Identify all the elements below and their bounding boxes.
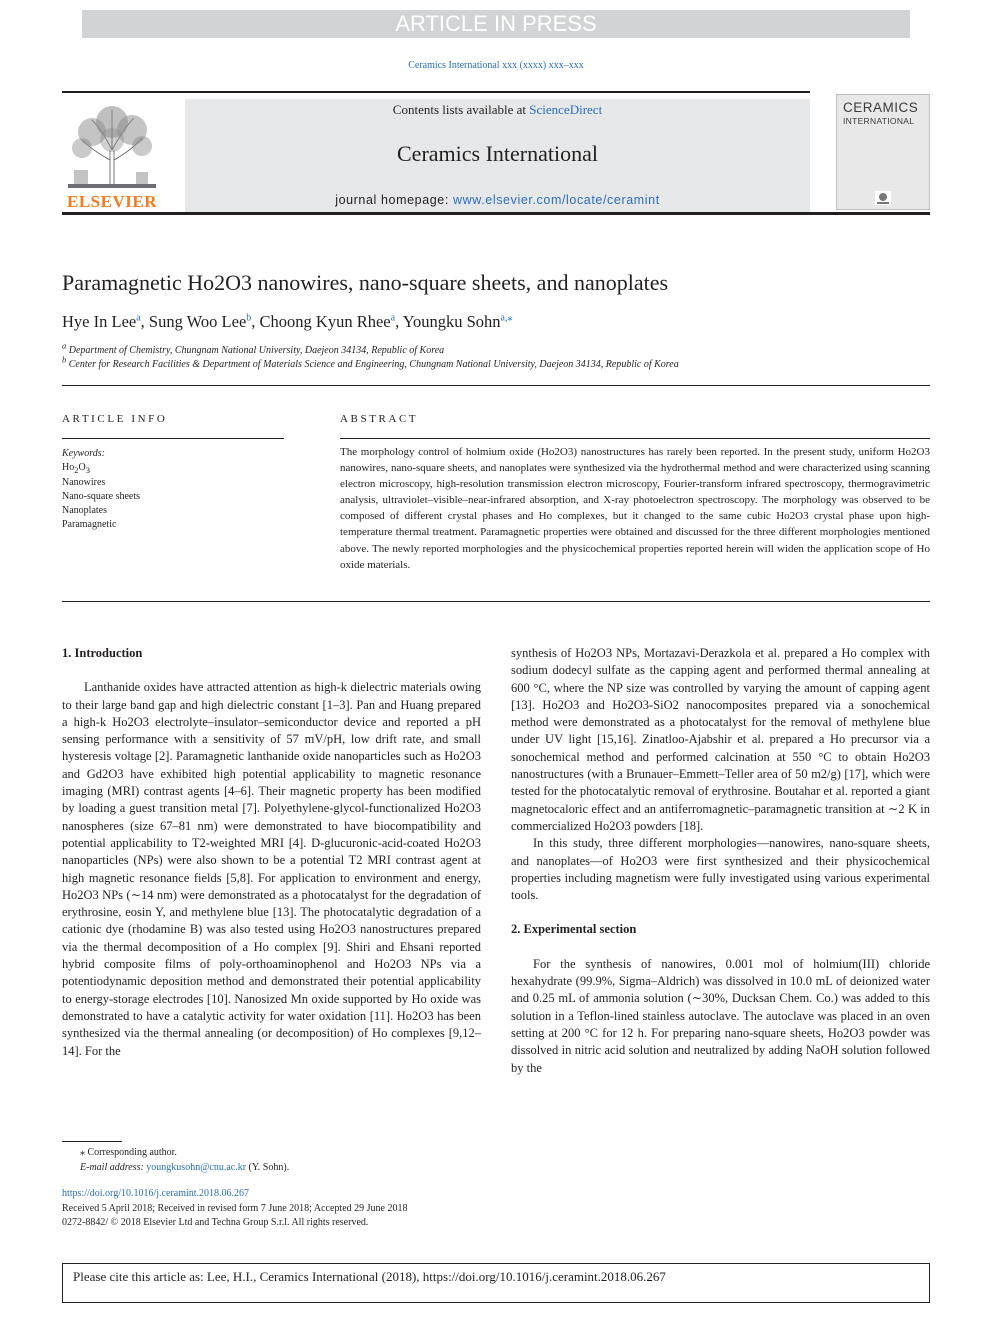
- keyword-item: Nanowires: [62, 476, 106, 488]
- footnote-rule: [62, 1141, 122, 1142]
- contents-prefix: Contents lists available at: [392, 102, 527, 117]
- journal-cover-thumbnail[interactable]: [836, 94, 930, 210]
- author-affiliation-mark[interactable]: a,⁎: [500, 312, 513, 324]
- elsevier-wordmark: ELSEVIER: [67, 192, 157, 211]
- experimental-heading: 2. Experimental section: [511, 922, 637, 937]
- author-name[interactable]: Youngku Sohn: [402, 312, 501, 331]
- author-list: Hye In Lee$^a$, Sung Woo Lee$^b$, Choong Kyun Rhee$^a$, Youngku Sohn$^{a,⁎}$: [62, 312, 513, 331]
- cover-publisher-icon: [875, 191, 891, 205]
- elsevier-logo[interactable]: [62, 100, 162, 212]
- author-affiliation-mark[interactable]: b: [246, 312, 252, 324]
- left-column: [62, 645, 481, 1060]
- affiliation-a: [62, 340, 445, 356]
- footnotes: [62, 1146, 289, 1175]
- title-text: Paramagnetic Ho2O3 nanowires, nano-square sheets, and nanoplates: [62, 270, 669, 295]
- citation-box: [62, 1263, 930, 1303]
- affiliation-rule: [62, 385, 930, 386]
- experimental-paragraph-1: For the synthesis of nanowires, 0.001 mol of holmium(III) chloride hexahydrate (99.9%, Sigma–Aldrich) was dissolved in 10.0 mL of deionized water and 0.25 mL of ammonia solution (∼30%, Ducksan Chem. Co.) was added to this solution in a Teflon-lined stainless autoclave. The autoclave was placed in an oven setting at 200 °C for 12 h. For preparing nano-square sheets, Ho2O3 powder was dissolved in nitric acid solution and neutralized by adding NaOH solution followed by the: [511, 956, 930, 1075]
- abstract-rule: [340, 438, 930, 439]
- keyword-item: $Ho_2O_3$: [62, 462, 90, 476]
- affiliation-label: b: [62, 354, 67, 365]
- sciencedirect-link[interactable]: ScienceDirect: [529, 102, 603, 117]
- intro-paragraph-1-continued: synthesis of Ho2O3 NPs, Mortazavi-Derazkola et al. prepared a Ho complex with sodium dodecyl sulfate as the capping agent and performed thermal annealing at 600 °C, where the NP size was controlled by varying the amount of capping agent [13]. Ho2O3 and Ho2O3-SiO2 nanocomposites prepared via a sonochemical method were demonstrated as a photocatalyst for the removal of methylene blue under UV light [15,16]. Zinatloo-Ajabshir et al. prepared a Ho precursor via a sonochemical method and performed calcination at 550 °C to obtain Ho2O3 nanostructures (with a Brunauer–Emmett–Teller area of 50 m2/g) [17], which were tested for the photocatalytic removal of erythrosine. Boutahar et al. reported a giant magnetocaloric effect and an antiferromagnetic–paramagnetic transition at ∼2 K in commercialized Ho2O3 powders [18].: [511, 646, 930, 833]
- homepage-line: [185, 193, 810, 207]
- body-top-rule: [62, 601, 930, 602]
- affiliation-text: Department of Chemistry, Chungnam National University, Daejeon 34134, Republic of Korea: [68, 345, 445, 356]
- homepage-link[interactable]: www.elsevier.com/locate/ceramint: [453, 193, 660, 207]
- contents-line: [185, 102, 810, 118]
- affiliation-b: [62, 354, 679, 370]
- article-in-press-banner: ARTICLE IN PRESS: [82, 10, 910, 38]
- email-suffix: (Y. Sohn).: [248, 1161, 290, 1173]
- copyright-line: 0272-8842/ © 2018 Elsevier Ltd and Techna Group S.r.l. All rights reserved.: [62, 1217, 369, 1228]
- email-label: E-mail address:: [80, 1161, 144, 1173]
- author-affiliation-mark[interactable]: a: [136, 312, 141, 324]
- received-dates: Received 5 April 2018; Received in revised form 7 June 2018; Accepted 29 June 2018: [62, 1202, 408, 1214]
- abstract-heading: ABSTRACT: [340, 413, 419, 425]
- affiliation-text: Center for Research Facilities & Department of Materials Science and Engineering, Chungnam National University, Daejeon 34134, Republic of Korea: [68, 359, 679, 370]
- article-info-rule: [62, 438, 284, 439]
- keyword-item: Nanoplates: [62, 505, 107, 517]
- affiliation-label: a: [62, 340, 67, 351]
- article-title: [62, 270, 668, 296]
- abstract-text: The morphology control of holmium oxide (Ho2O3) nanostructures has rarely been reported. In the present study, uniform Ho2O3 nanowires, nano-square sheets, and nanoplates were synthesized via the hydrothermal method and were characterized using scanning electron microscopy, high-resolution transmission electron microscopy, Fourier-transform infrared spectroscopy, thermogravimetric analysis, ultraviolet–visible–near-infrared absorption, and X-ray photoelectron spectroscopy. The morphology was observed to be composed of different crystal phases and Ho complexes, but it changed to the same cubic Ho2O3 crystal phase upon high-temperature thermal treatment. Paramagnetic properties were obtained and discussed for the three different morphologies mentioned above. The newly reported morphologies and the physicochemical properties reported herein will widen the application scope of Ho oxide materials.: [340, 446, 930, 571]
- intro-paragraph-2: In this study, three different morphologies—nanowires, nano-square sheets, and nanoplates—of Ho2O3 were first synthesized and their physicochemical properties including magnetism were fully investigated using various experimental tools.: [511, 836, 930, 903]
- cover-subtitle: INTERNATIONAL: [843, 116, 915, 126]
- keywords-heading: Keywords:: [62, 448, 105, 459]
- author-name[interactable]: Hye In Lee: [62, 312, 137, 331]
- citation-text: Please cite this article as: Lee, H.I., Ceramics International (2018), https://doi.org/10.1016/j.ceramint.2018.06.267: [73, 1269, 666, 1284]
- email-link[interactable]: youngkusohn@cnu.ac.kr: [146, 1161, 247, 1173]
- header-bottom-rule: [62, 212, 930, 215]
- author-name[interactable]: Sung Woo Lee: [148, 312, 247, 331]
- author-name[interactable]: Choong Kyun Rhee: [259, 312, 391, 331]
- publication-info: [62, 1187, 407, 1231]
- corresponding-author-note: ⁎ Corresponding author.: [80, 1147, 177, 1158]
- journal-reference[interactable]: Ceramics International xxx (xxxx) xxx–xxx: [408, 60, 584, 71]
- intro-paragraph-1: Lanthanide oxides have attracted attention as high-k dielectric materials owing to their large band gap and high dielectric constant [1–3]. Pan and Huang prepared a high-k Ho2O3 electrolyte–insulator–semiconductor device and reported a pH sensing performance with a sensitivity of 57 mV/pH, low drift rate, and small hysteresis voltage [2]. Paramagnetic lanthanide oxide nanoparticles such as Ho2O3 and Gd2O3 have exhibited high potential applicability to magnetic resonance imaging (MRI) contrast agents [4–6]. Their magnetic property has been modified by loading a guest transition metal [7]. Polyethylene-glycol-functionalized Ho2O3 nanospheres (size 67–81 nm) were demonstrated to have biocompatibility and potential applicability to T2-weighted MRI [4]. D-glucuronic-acid-coated Ho2O3 nanoparticles (NPs) were also shown to be a potential T2 MRI contrast agent at high magnetic resonance fields [5,8]. For application to environment and energy, Ho2O3 NPs (∼14 nm) were demonstrated as a photocatalyst for the degradation of erythrosine, eosin Y, and methylene blue [13]. The photocatalytic degradation of a cationic dye (rhodamine B) was also tested using Ho2O3 nanostructures prepared via the thermal decomposition of a Ho complex [9]. Shiri and Ehsani reported hybrid composite films of poly-orthoaminophenol and Ho2O3 NPs via a potentiodynamic deposition method and demonstrated their potential applicability to energy-storage electrodes [10]. Nanosized Mn oxide supported by Ho oxide was demonstrated to have a catalytic activity for water oxidation [11]. Ho2O3 has been synthesized via the thermal annealing (or decomposition) of Ho complexes [9,12–14]. For the: [62, 680, 481, 1058]
- homepage-prefix: journal homepage:: [335, 193, 449, 207]
- right-column: [511, 645, 930, 1077]
- header-top-rule: [62, 91, 810, 93]
- keyword-item: Nano-square sheets: [62, 490, 141, 502]
- author-affiliation-mark[interactable]: a: [390, 312, 396, 324]
- elsevier-tree-icon: [62, 100, 162, 190]
- journal-name: Ceramics International: [397, 141, 598, 166]
- keyword-item: Paramagnetic: [62, 519, 117, 531]
- intro-heading: 1. Introduction: [62, 646, 143, 660]
- email-note: [62, 1161, 289, 1176]
- cover-title: CERAMICS: [843, 100, 919, 115]
- doi-link[interactable]: https://doi.org/10.1016/j.ceramint.2018.06.267: [62, 1188, 250, 1199]
- keywords-block: [62, 447, 140, 533]
- article-info-heading: ARTICLE INFO: [62, 413, 168, 425]
